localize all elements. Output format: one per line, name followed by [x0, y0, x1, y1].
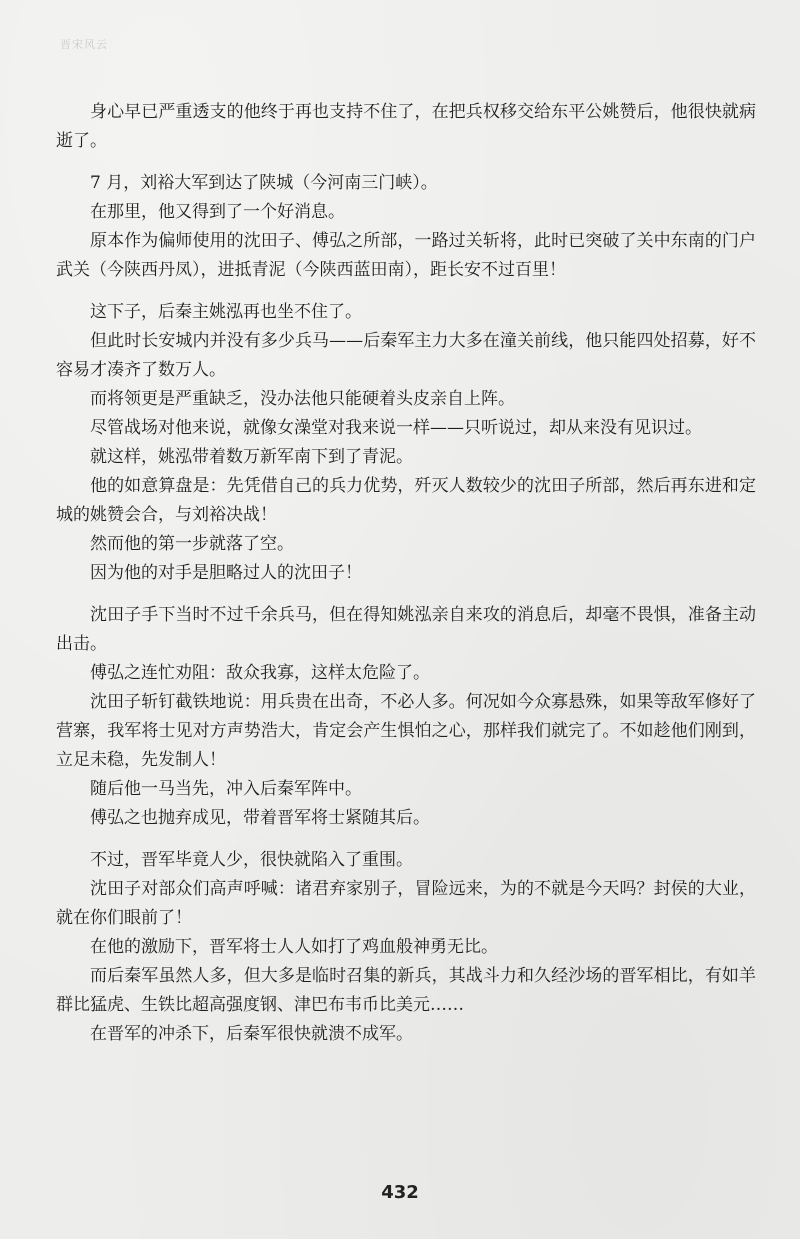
paragraph: 在他的激励下，晋军将士人人如打了鸡血般神勇无比。	[90, 937, 498, 957]
paragraph: 7 月，刘裕大军到达了陕城（今河南三门峡）。	[90, 173, 438, 193]
paragraph: 他的如意算盘是：先凭借自己的兵力优势，歼灭人数较少的沈田子所部，然后再东进和定城的姚赞会合，与刘裕决战！	[56, 476, 756, 525]
paragraph: 而后秦军虽然人多，但大多是临时召集的新兵，其战斗力和久经沙场的晋军相比，有如羊群比猛虎、生铁比超高强度钢、津巴布韦币比美元……	[56, 966, 756, 1015]
paragraph: 但此时长安城内并没有多少兵马——后秦军主力大多在潼关前线，他只能四处招募，好不容易才凑齐了数万人。	[56, 331, 756, 380]
paragraph: 傅弘之也抛弃成见，带着晋军将士紧随其后。	[90, 808, 430, 828]
paragraph: 原本作为偏师使用的沈田子、傅弘之所部，一路过关斩将，此时已突破了关中东南的门户武关（今陕西丹凤），进抵青泥（今陕西蓝田南），距长安不过百里！	[56, 231, 756, 280]
running-head: 晋宋风云	[60, 38, 108, 51]
paragraph: 在晋军的冲杀下，后秦军很快就溃不成军。	[90, 1024, 413, 1044]
paragraph: 随后他一马当先，冲入后秦军阵中。	[90, 779, 362, 799]
paragraph: 身心早已严重透支的他终于再也支持不住了，在把兵权移交给东平公姚赞后，他很快就病逝了。	[56, 102, 756, 151]
paragraph: 沈田子斩钉截铁地说：用兵贵在出奇，不必人多。何况如今众寡悬殊，如果等敌军修好了营寨，我军将士见对方声势浩大，肯定会产生惧怕之心，那样我们就完了。不如趁他们刚到，立足未稳，先发制人！	[56, 692, 756, 770]
paragraph: 在那里，他又得到了一个好消息。	[90, 202, 345, 222]
paragraph: 因为他的对手是胆略过人的沈田子！	[90, 563, 362, 583]
paragraph: 不过，晋军毕竟人少，很快就陷入了重围。	[90, 850, 413, 870]
paragraph: 然而他的第一步就落了空。	[90, 534, 294, 554]
paragraph: 而将领更是严重缺乏，没办法他只能硬着头皮亲自上阵。	[90, 389, 515, 409]
body-text	[56, 98, 756, 1049]
paragraph: 就这样，姚泓带着数万新军南下到了青泥。	[90, 447, 413, 467]
paragraph: 沈田子对部众们高声呼喊：诸君弃家别子，冒险远来，为的不就是今天吗？封侯的大业，就在你们眼前了！	[56, 879, 756, 928]
paragraph: 沈田子手下当时不过千余兵马，但在得知姚泓亲自来攻的消息后，却毫不畏惧，准备主动出击。	[56, 605, 756, 654]
paragraph: 尽管战场对他来说，就像女澡堂对我来说一样——只听说过，却从来没有见识过。	[90, 418, 702, 438]
paragraph: 这下子，后秦主姚泓再也坐不住了。	[90, 302, 362, 322]
paragraph: 傅弘之连忙劝阻：敌众我寡，这样太危险了。	[90, 663, 430, 683]
page-number: 432	[381, 1182, 419, 1203]
